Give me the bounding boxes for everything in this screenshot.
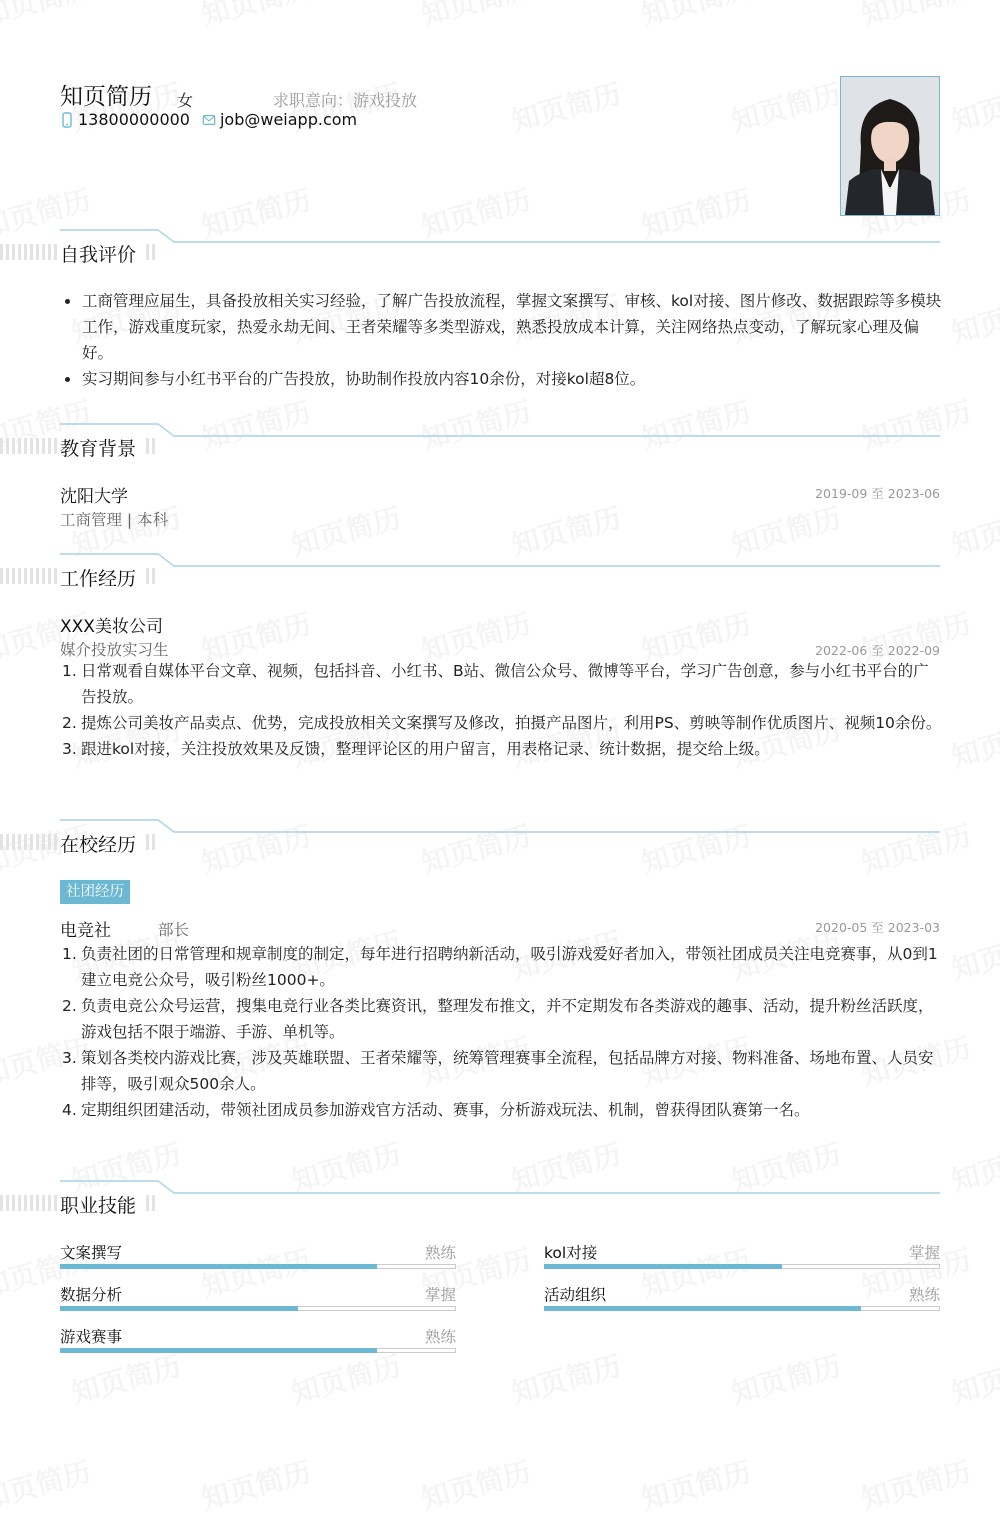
work-date: 2022-06 至 2022-09 xyxy=(815,643,940,658)
skill-item xyxy=(60,1283,456,1313)
bar-stripe xyxy=(48,568,51,584)
list-item: 实习期间参与小红书平台的广告投放，协助制作投放内容10余份，对接kol超8位。 xyxy=(62,366,942,392)
work-duties-list xyxy=(62,658,942,762)
bar-stripe xyxy=(54,568,57,584)
campus-tag-badge: 社团经历 xyxy=(60,880,130,904)
bar-stripe xyxy=(42,1195,45,1211)
skill-name: kol对接 xyxy=(544,1244,598,1262)
list-item-text: 定期组织团建活动，带领社团成员参加游戏官方活动、赛事，分析游戏玩法、机制，曾获得团队赛第一名。 xyxy=(81,1101,810,1119)
bar-stripe xyxy=(30,834,33,850)
bar-stripe xyxy=(30,244,33,260)
bar-stripe xyxy=(6,568,9,584)
bar-stripe xyxy=(152,834,155,850)
bar-stripe xyxy=(152,438,155,454)
list-item-text: 负责社团的日常管理和规章制度的制定，每年进行招聘纳新活动，吸引游戏爱好者加入，带领社团成员关注电竞赛事，从0到1建立电竞公众号，吸引粉丝1000+。 xyxy=(81,945,938,989)
bar-stripe xyxy=(48,438,51,454)
education-date: 2019-09 至 2023-06 xyxy=(815,486,940,501)
bar-stripe xyxy=(18,568,21,584)
bar-stripe xyxy=(18,438,21,454)
list-item-text: 日常观看自媒体平台文章、视频，包括抖音、小红书、B站、微信公众号、微博等平台，学习广告创意，参与小红书平台的广告投放。 xyxy=(81,662,929,706)
skill-name: 活动组织 xyxy=(544,1286,607,1304)
section-title: 教育背景 xyxy=(60,438,137,460)
bar-stripe xyxy=(12,834,15,850)
watermark-text xyxy=(197,1450,316,1518)
bar-stripe xyxy=(36,1195,39,1211)
phone-number: 13800000000 xyxy=(78,110,190,129)
skill-level: 熟练 xyxy=(424,1328,456,1346)
phone-item[interactable] xyxy=(60,110,190,129)
bar-stripe xyxy=(24,1195,27,1211)
school-name: 沈阳大学 xyxy=(60,487,128,507)
list-item-text: 跟进kol对接，关注投放效果及反馈，整理评论区的用户留言，用表格记录、统计数据，提交给上级。 xyxy=(81,740,770,758)
candidate-name: 知页简历 xyxy=(60,84,152,110)
list-item: 3. 跟进kol对接，关注投放效果及反馈，整理评论区的用户留言，用表格记录、统计数据，提交给上级。 xyxy=(62,740,770,758)
campus-date: 2020-05 至 2023-03 xyxy=(815,920,940,935)
bar-stripe xyxy=(152,1195,155,1211)
skill-name: 文案撰写 xyxy=(60,1244,123,1262)
bar-stripe xyxy=(146,834,149,850)
self-eval-list xyxy=(62,288,942,392)
list-item: 2. 负责电竞公众号运营，搜集电竞行业各类比赛资讯，整理发布推文，并不定期发布各类游戏的趣事、活动，提升粉丝活跃度，游戏包括不限于端游、手游、单机等。 xyxy=(62,997,934,1041)
bar-stripe xyxy=(18,244,21,260)
campus-duties-list xyxy=(62,941,942,1123)
skill-bar-fill xyxy=(544,1264,782,1269)
bar-stripe xyxy=(146,244,149,260)
company-name: XXX美妆公司 xyxy=(60,617,163,637)
bar-stripe xyxy=(0,1195,3,1211)
bar-stripe xyxy=(24,244,27,260)
mail-icon xyxy=(202,112,216,128)
skill-level: 熟练 xyxy=(908,1286,940,1304)
skill-level: 掌握 xyxy=(908,1244,940,1262)
bar-stripe xyxy=(0,438,3,454)
bar-stripe xyxy=(42,438,45,454)
bar-stripe xyxy=(30,1195,33,1211)
skill-item xyxy=(60,1241,456,1271)
email-item[interactable] xyxy=(202,110,357,129)
watermark-text xyxy=(857,1450,976,1518)
skill-bar-fill xyxy=(544,1306,861,1311)
watermark-text xyxy=(417,1450,536,1518)
list-item-text: 策划各类校内游戏比赛，涉及英雄联盟、王者荣耀等，统筹管理赛事全流程，包括品牌方对接、物料准备、场地布置、人员安排等，吸引观众500余人。 xyxy=(81,1049,934,1093)
bar-stripe xyxy=(12,1195,15,1211)
bar-stripe xyxy=(54,438,57,454)
bar-stripe xyxy=(36,568,39,584)
list-item: 3. 策划各类校内游戏比赛，涉及英雄联盟、王者荣耀等，统筹管理赛事全流程，包括品牌方对接、物料准备、场地布置、人员安排等，吸引观众500余人。 xyxy=(62,1049,934,1093)
bar-stripe xyxy=(48,244,51,260)
list-item: 1. 日常观看自媒体平台文章、视频，包括抖音、小红书、B站、微信公众号、微博等平台，学习广告创意，参与小红书平台的广告投放。 xyxy=(62,662,929,706)
bar-stripe xyxy=(42,834,45,850)
phone-icon xyxy=(60,112,74,128)
club-name: 电竞社 xyxy=(60,921,111,941)
bar-stripe xyxy=(24,834,27,850)
bar-stripe xyxy=(54,1195,57,1211)
contact-row xyxy=(60,110,369,129)
bar-stripe xyxy=(42,568,45,584)
skill-level: 熟练 xyxy=(424,1244,456,1262)
bar-stripe xyxy=(6,244,9,260)
bar-stripe xyxy=(30,568,33,584)
bar-stripe xyxy=(152,244,155,260)
bar-stripe xyxy=(18,1195,21,1211)
skill-item xyxy=(544,1283,940,1313)
watermark-text xyxy=(637,1450,756,1518)
bar-stripe xyxy=(18,834,21,850)
job-intent: 求职意向：游戏投放 xyxy=(273,91,418,110)
section-title: 自我评价 xyxy=(60,244,137,266)
bar-stripe xyxy=(146,568,149,584)
bar-stripe xyxy=(54,834,57,850)
bar-stripe xyxy=(24,568,27,584)
work-role: 媒介投放实习生 xyxy=(60,641,169,659)
section-campus xyxy=(0,816,1000,856)
bar-stripe xyxy=(6,438,9,454)
section-skills xyxy=(0,1177,1000,1217)
email-address: job@weiapp.com xyxy=(219,110,358,129)
list-item-text: 提炼公司美妆产品卖点、优势，完成投放相关文案撰写及修改，拍摄产品图片，利用PS、剪映等制作优质图片、视频10余份。 xyxy=(81,714,942,732)
skill-bar-fill xyxy=(60,1348,377,1353)
bar-stripe xyxy=(0,244,3,260)
bar-stripe xyxy=(36,834,39,850)
skill-bar-fill xyxy=(60,1306,298,1311)
bar-stripe xyxy=(6,1195,9,1211)
bar-stripe xyxy=(48,834,51,850)
bar-stripe xyxy=(36,438,39,454)
bar-stripe xyxy=(54,244,57,260)
skill-item xyxy=(544,1241,940,1271)
section-education xyxy=(0,420,1000,460)
skill-name: 游戏赛事 xyxy=(60,1328,123,1346)
education-major: 工商管理 | 本科 xyxy=(60,511,169,529)
skill-level: 掌握 xyxy=(424,1286,456,1304)
bar-stripe xyxy=(146,1195,149,1211)
section-title: 工作经历 xyxy=(60,568,137,590)
club-role: 部长 xyxy=(158,921,190,939)
bar-stripe xyxy=(12,438,15,454)
bar-stripe xyxy=(36,244,39,260)
bar-stripe xyxy=(6,834,9,850)
profile-photo xyxy=(840,76,940,216)
bar-stripe xyxy=(0,568,3,584)
bar-stripe xyxy=(0,834,3,850)
list-item: 2. 提炼公司美妆产品卖点、优势，完成投放相关文案撰写及修改，拍摄产品图片，利用PS、剪映等制作优质图片、视频10余份。 xyxy=(62,714,942,732)
watermark-text xyxy=(0,1450,95,1518)
section-title: 职业技能 xyxy=(60,1195,137,1217)
bar-stripe xyxy=(24,438,27,454)
list-item-text: 负责电竞公众号运营，搜集电竞行业各类比赛资讯，整理发布推文，并不定期发布各类游戏的趣事、活动，提升粉丝活跃度，游戏包括不限于端游、手游、单机等。 xyxy=(81,997,934,1041)
section-title: 在校经历 xyxy=(60,834,137,856)
candidate-gender: 女 xyxy=(177,91,194,110)
skill-item xyxy=(60,1325,456,1355)
list-item: 4. 定期组织团建活动，带领社团成员参加游戏官方活动、赛事，分析游戏玩法、机制，曾获得团队赛第一名。 xyxy=(62,1101,810,1119)
bar-stripe xyxy=(12,568,15,584)
bar-stripe xyxy=(48,1195,51,1211)
bar-stripe xyxy=(12,244,15,260)
bar-stripe xyxy=(146,438,149,454)
bar-stripe xyxy=(30,438,33,454)
section-work xyxy=(0,550,1000,590)
bar-stripe xyxy=(42,244,45,260)
list-item: 工商管理应届生，具备投放相关实习经验，了解广告投放流程，掌握文案撰写、审核、kol对接、图片修改、数据跟踪等多模块工作，游戏重度玩家，热爱永劫无间、王者荣耀等多类型游戏，熟悉投放成本计算，关注网络热点变动，了解玩家心理及偏好。 xyxy=(62,288,942,366)
bar-stripe xyxy=(152,568,155,584)
skill-bar-fill xyxy=(60,1264,377,1269)
section-self-eval xyxy=(0,226,1000,266)
skill-name: 数据分析 xyxy=(60,1286,123,1304)
list-item: 1. 负责社团的日常管理和规章制度的制定，每年进行招聘纳新活动，吸引游戏爱好者加入，带领社团成员关注电竞赛事，从0到1建立电竞公众号，吸引粉丝1000+。 xyxy=(62,945,938,989)
